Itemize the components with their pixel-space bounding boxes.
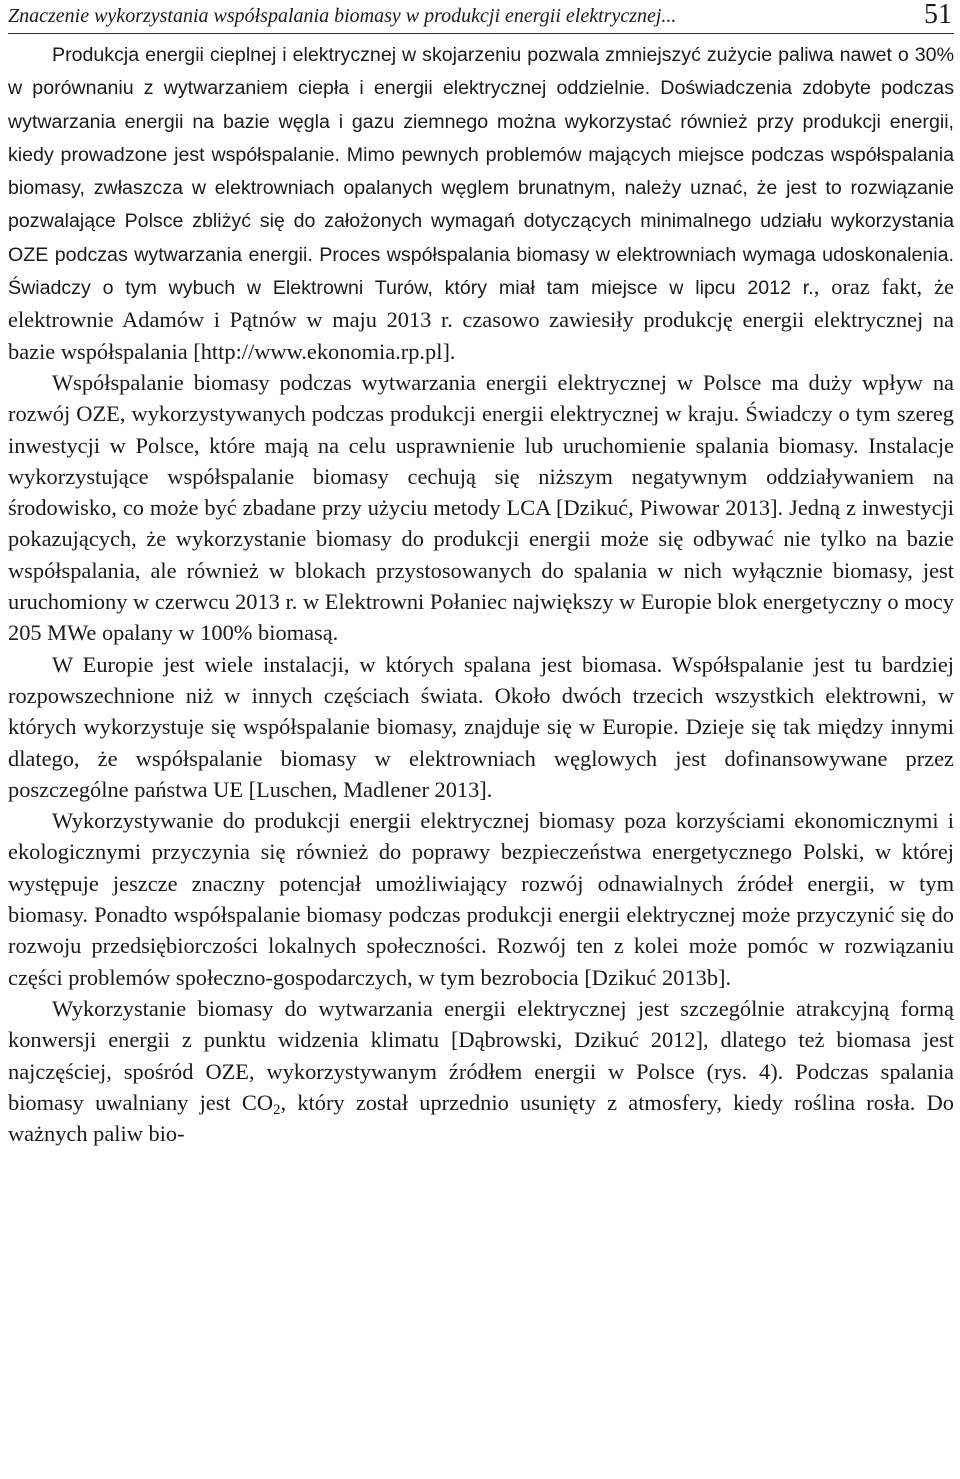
- running-title: Znaczenie wykorzystania współspalania biomasy w produkcji energii elektrycznej...: [8, 5, 677, 27]
- running-header: [8, 0, 954, 34]
- paragraph-3-text: W Europie jest wiele instalacji, w których spalana jest biomasa. Współspalanie jest tu bardziej rozpowszechnione niż w innych częściach świata. Około dwóch trzecich wszystkich elektrowni, w których wykorzystuje się współspalanie biomasy, znajduje się w Europie. Dzieje się tak między innymi dlatego, że współspalanie biomasy w elektrowniach węglowych jest dofinansowywane przez poszczególne państwa UE [Luschen, Madlener 2013].: [8, 651, 954, 802]
- body-text: [8, 38, 954, 1149]
- paragraph-1: [8, 38, 954, 367]
- paragraph-5: [8, 993, 954, 1149]
- paragraph-5-part-1: Wykorzystanie biomasy do wytwarzania energii elektrycznej jest szczególnie atrakcyjną formą konwersji energii z punktu widzenia klimatu [Dąbrowski, Dzikuć 2012], dlatego też biomasa jest najczęściej, spośród OZE, wykorzystywanym źródłem energii w Polsce (rys. 4). Podczas spalania biomasy uwalniany jest CO: [8, 995, 954, 1115]
- page-number: 51: [924, 0, 952, 30]
- paragraph-1-part-2: , oraz fakt, że elektrownie Adamów i Pątnów w maju 2013 r. czasowo zawiesiły produkcję energii elektrycznej na bazie współspalania [http://www.ekonomia.rp.pl].: [8, 274, 954, 364]
- paragraph-3: [8, 649, 954, 805]
- paragraph-1-part-1: Produkcja energii cieplnej i elektrycznej w skojarzeniu pozwala zmniejszyć zużycie paliwa nawet o 30% w porównaniu z wytwarzaniem ciepła i energii elektrycznej oddzielnie. Doświadczenia zdobyte podczas wytwarzania energii na bazie węgla i gazu ziemnego można wykorzystać również przy produkcji energii, kiedy prowadzone jest współspalanie. Mimo pewnych problemów mających miejsce podczas współspalania biomasy, zwłaszcza w elektrowniach opalanych węglem brunatnym, należy uznać, że jest to rozwiązanie pozwalające Polsce zbliżyć się do założonych wymagań dotyczących minimalnego udziału wykorzystania OZE podczas wytwarzania energii. Proces współspalania biomasy w elektrowniach wymaga udoskonalenia. Świadczy o tym wybuch w Elektrowni Turów, który miał tam miejsce w lipcu 2012 r.: [8, 44, 954, 300]
- co2-subscript: 2: [273, 1101, 281, 1118]
- paragraph-2: [8, 367, 954, 649]
- document-page: [8, 0, 954, 1479]
- paragraph-4: [8, 805, 954, 993]
- paragraph-2-text: Współspalanie biomasy podczas wytwarzania energii elektrycznej w Polsce ma duży wpływ na rozwój OZE, wykorzystywanych podczas produkcji energii elektrycznej w kraju. Świadczy o tym szereg inwestycji w Polsce, które mają na celu usprawnienie lub uruchomienie spalania biomasy. Instalacje wykorzystujące współspalanie biomasy cechują się niższym negatywnym oddziaływaniem na środowisko, co może być zbadane przy użyciu metody LCA [Dzikuć, Piwowar 2013]. Jedną z inwestycji pokazujących, że wykorzystanie biomasy do produkcji energii może się odbywać nie tylko na bazie współspalania, ale również w blokach przystosowanych do spalania w nich wyłącznie biomasy, jest uruchomiony w czerwcu 2013 r. w Elektrowni Połaniec największy w Europie blok energetyczny o mocy 205 MWe opalany w 100% biomasą.: [8, 369, 954, 646]
- paragraph-5-part-2: , który został uprzednio usunięty z atmosfery, kiedy roślina rosła. Do ważnych paliw bio-: [8, 1089, 954, 1147]
- paragraph-4-text: Wykorzystywanie do produkcji energii elektrycznej biomasy poza korzyściami ekonomicznymi i ekologicznymi przyczynia się również do poprawy bezpieczeństwa energetycznego Polski, w której występuje jeszcze znaczny potencjał umożliwiający rozwój odnawialnych źródeł energii, w tym biomasy. Ponadto współspalanie biomasy podczas produkcji energii elektrycznej może przyczynić się do rozwoju przedsiębiorczości lokalnych społeczności. Rozwój ten z kolei może pomóc w rozwiązaniu części problemów społeczno-gospodarczych, w tym bezrobocia [Dzikuć 2013b].: [8, 808, 954, 990]
